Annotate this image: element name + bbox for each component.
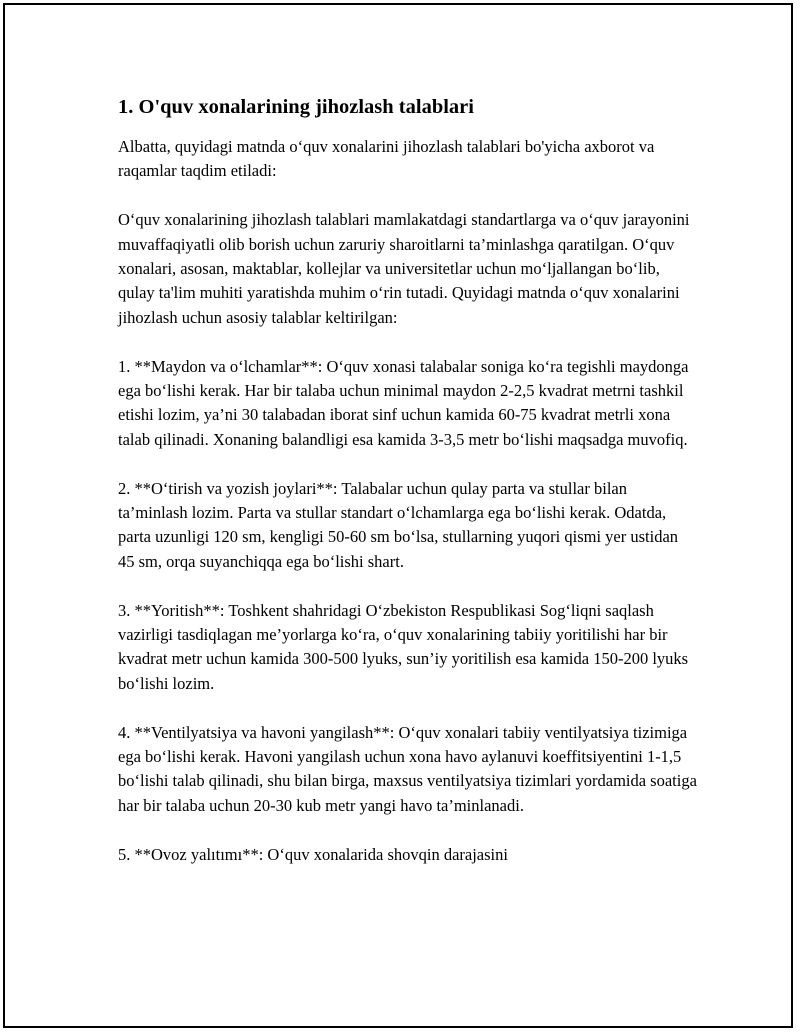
paragraph-lighting: 3. **Yoritish**: Toshkent shahridagi O‘zbekiston Respublikasi Sog‘liqni saqlash vazirligi tasdiqlagan me’yorlarga ko‘ra, o‘quv xonalarining tabiiy yoritilishi har bir kvadrat metr uchun kamida 300-500 lyuks, sun’iy yoritilish esa kamida 150-200 lyuks bo‘lishi lozim. <box>118 600 689 693</box>
document-body <box>118 94 698 891</box>
paragraph-seating: 2. **O‘tirish va yozish joylari**: Talabalar uchun qulay parta va stullar bilan ta’minlash lozim. Parta va stullar standart o‘lchamlarga ega bo‘lishi kerak. Odatda, parta uzunligi 120 sm, kengligi 50-60 sm bo‘lsa, stullarning yuqori qismi yer ustidan 45 sm, orqa suyanchiqqa ega bo‘lishi shart. <box>118 478 679 571</box>
document-title: 1. O'quv xonalarining jihozlash talablari <box>118 96 474 118</box>
paragraph-sound-insulation: 5. **Ovoz yalıtımı**: O‘quv xonalarida shovqin darajasini <box>118 844 508 864</box>
paragraph-area-dimensions: 1. **Maydon va o‘lchamlar**: O‘quv xonasi talabalar soniga ko‘ra tegishli maydonga ega bo‘lishi kerak. Har bir talaba uchun minimal maydon 2-2,5 kvadrat metrni tashkil etishi lozim, ya’ni 30 talabadan iborat sinf uchun kamida 60-75 kvadrat metrli xona talab qilinadi. Xonaning balandligi esa kamida 3-3,5 metr bo‘lishi maqsadga muvofiq. <box>118 356 689 449</box>
paragraph-intro: Albatta, quyidagi matnda o‘quv xonalarini jihozlash talablari bo'yicha axborot va raqamlar taqdim etiladi: <box>118 137 655 181</box>
paragraph-ventilation: 4. **Ventilyatsiya va havoni yangilash**: O‘quv xonalari tabiiy ventilyatsiya tizimiga ega bo‘lishi kerak. Havoni yangilash uchun xona havo aylanuvi koeffitsiyentini 1-1,5 bo‘lishi talab qilinadi, shu bilan birga, maxsus ventilyatsiya tizimlari yordamida soatiga har bir talaba uchun 20-30 kub metr yangi havo ta’minlanadi. <box>118 722 697 815</box>
paragraph-overview: O‘quv xonalarining jihozlash talablari mamlakatdagi standartlarga va o‘quv jarayonini muvaffaqiyatli olib borish uchun zaruriy sharoitlarni ta’minlashga qaratilgan. O‘quv xonalari, asosan, maktablar, kollejlar va universitetlar uchun mo‘ljallangan bo‘lib, qulay ta'lim muhiti yaratishda muhim o‘rin tutadi. Quyidagi matnda o‘quv xonalarini jihozlash uchun asosiy talablar keltirilgan: <box>118 210 690 327</box>
